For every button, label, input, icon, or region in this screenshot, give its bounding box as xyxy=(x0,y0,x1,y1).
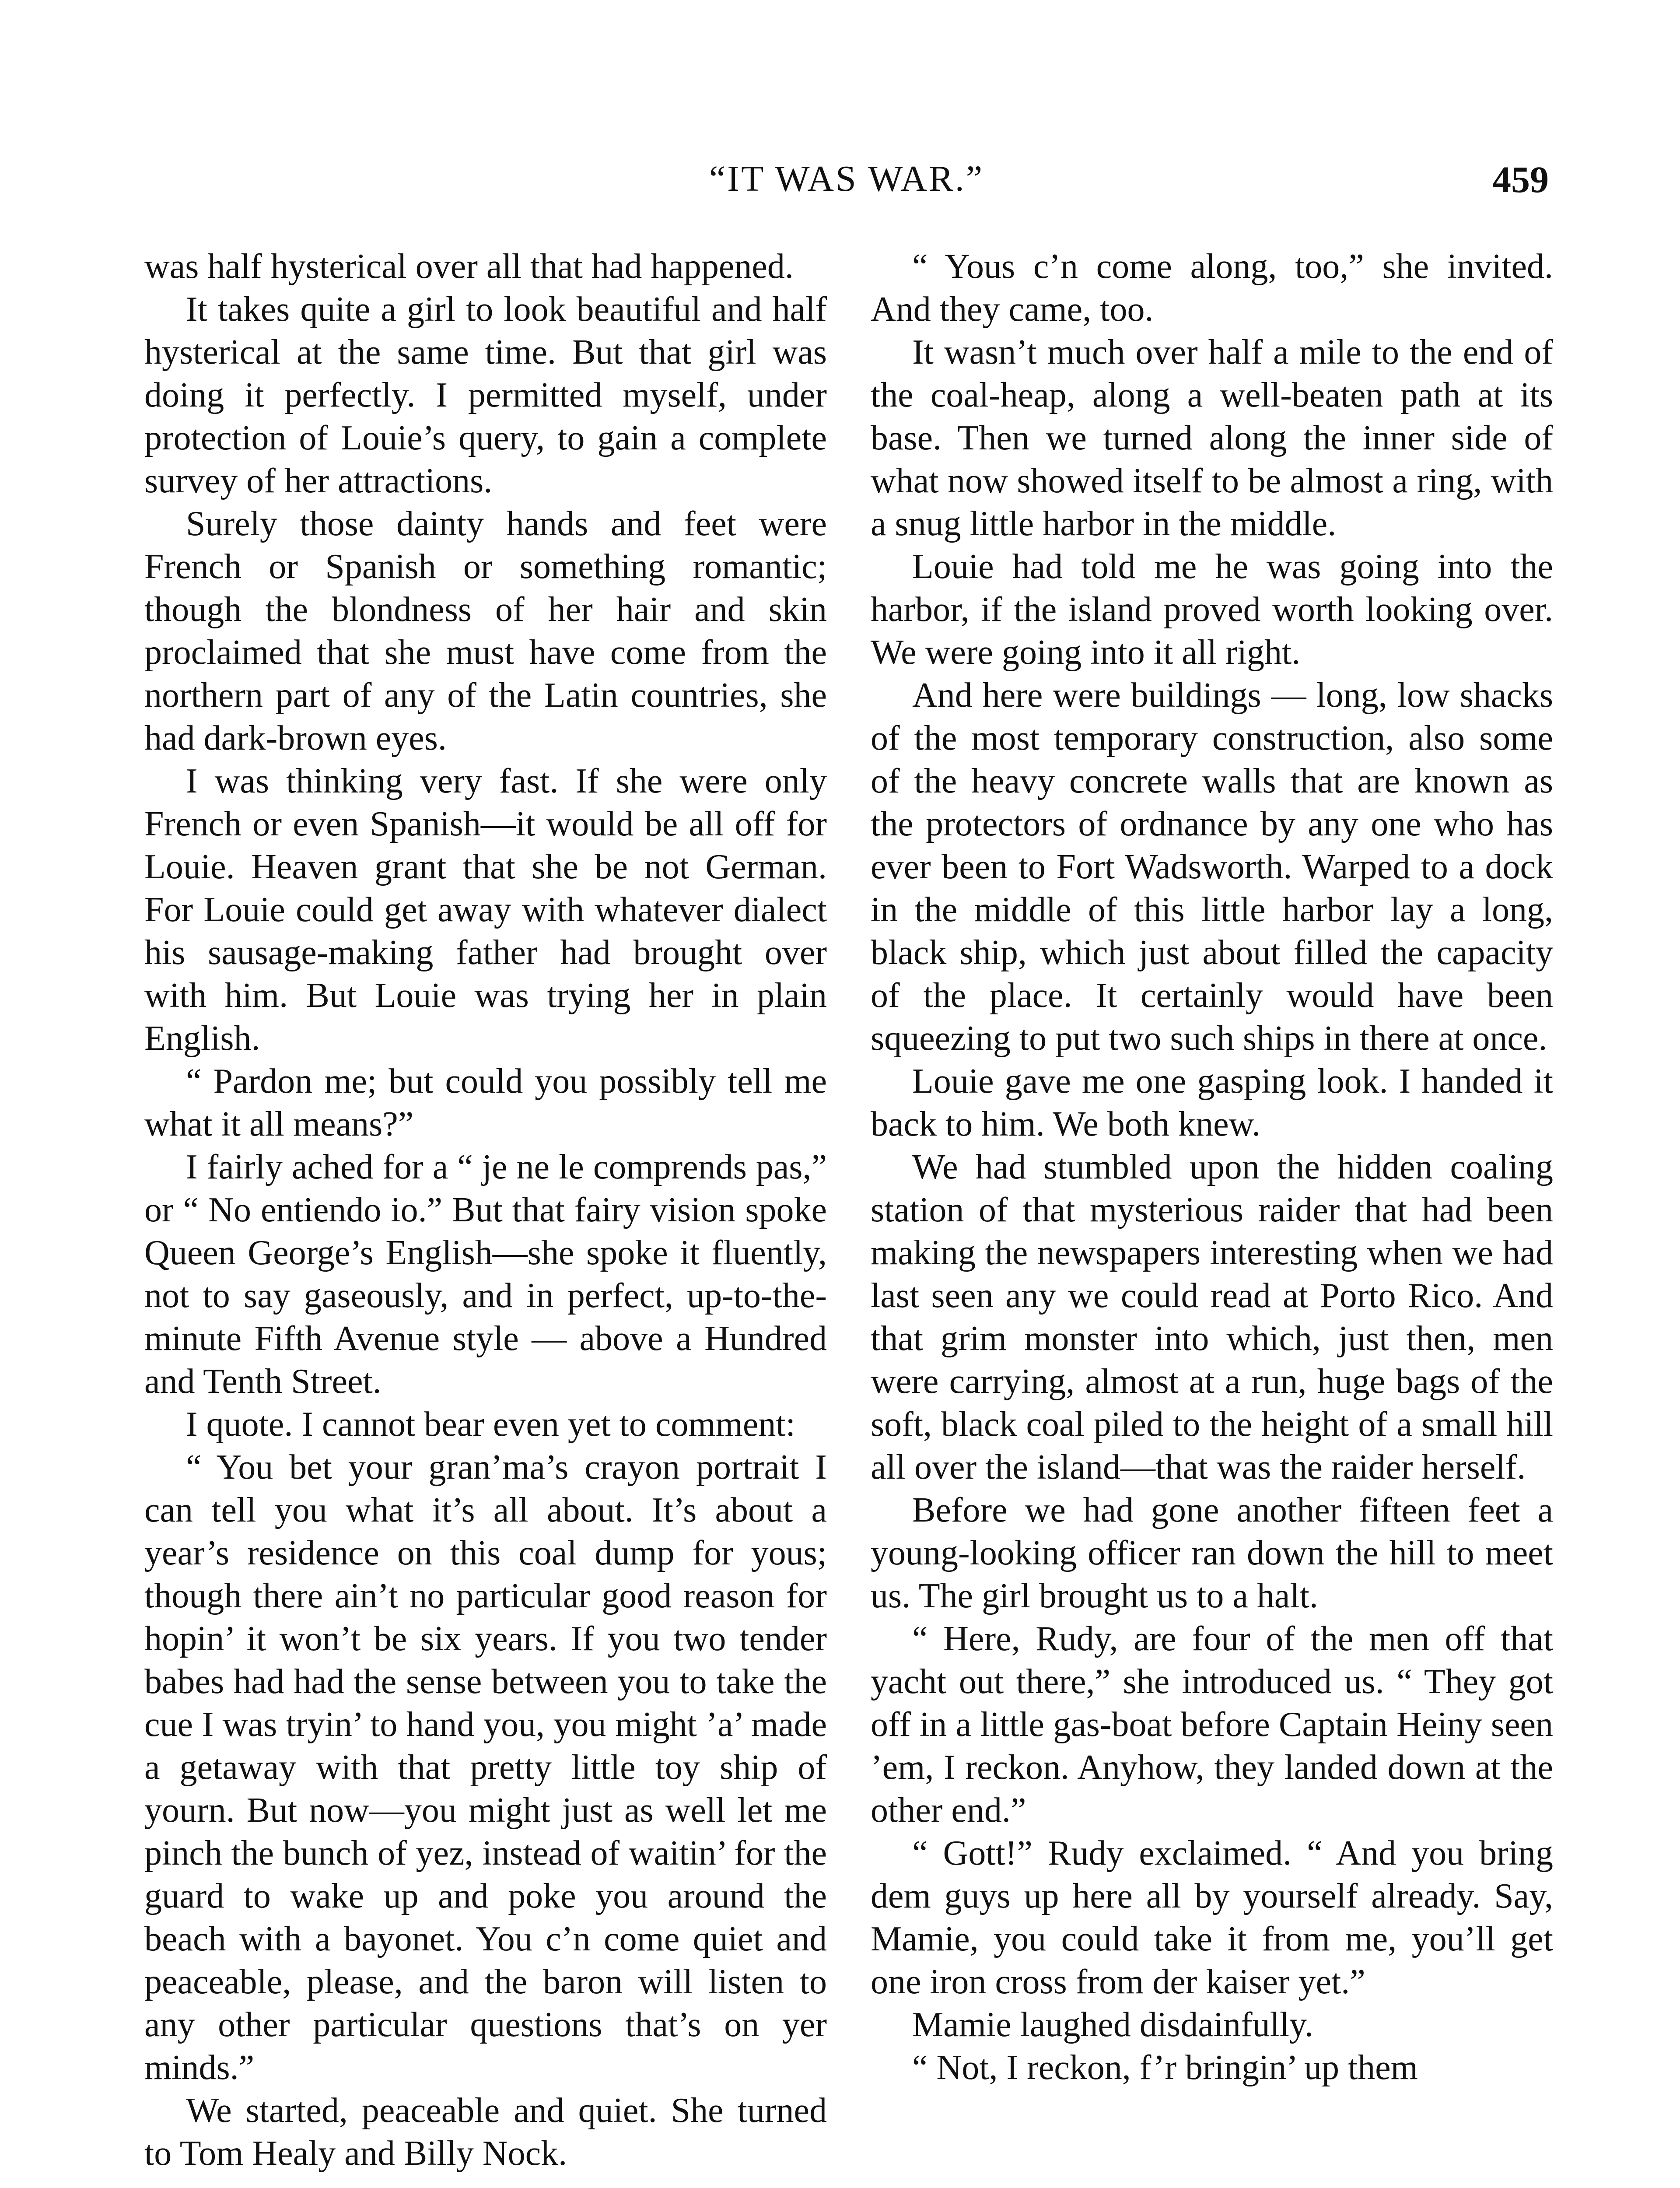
paragraph: Louie had told me he was going into the harbor, if the island proved worth looking over. We were going into it all right. xyxy=(871,547,1553,672)
right-text-column xyxy=(871,245,1553,2089)
paragraph: And here were buildings — long, low shacks of the most temporary construction, also some of the heavy concrete walls that are known as the protectors of ordnance by any one who has ever been to Fort Wadsworth. Warped to a dock in the middle of this little harbor lay a long, black ship, which just about filled the capacity of the place. It certainly would have been squeezing to put two such ships in there at once. xyxy=(871,676,1553,1058)
paragraph: “ Pardon me; but could you possibly tell me what it all means?” xyxy=(144,1062,827,1143)
paragraph: It wasn’t much over half a mile to the end of the coal-heap, along a well-beaten path at its base. Then we turned along the inner side of what now showed itself to be almost a ring, with a snug little harbor in the middle. xyxy=(871,333,1553,543)
left-text-column xyxy=(144,245,827,2175)
paragraph: was half hysterical over all that had happened. xyxy=(144,247,794,286)
running-title: “IT WAS WAR.” xyxy=(709,158,984,199)
paragraph: “ You bet your gran’ma’s crayon portrait I can tell you what it’s all about. It’s about a year’s residence on this coal dump for yous; though there ain’t no particular good reason for hopin’ it won’t be six years. If you two tender babes had had the sense between you to take the cue I was tryin’ to hand you, you might ’a’ made a getaway with that pretty little toy ship of yourn. But now—you might just as well let me pinch the bunch of yez, instead of waitin’ for the guard to wake up and poke you around the beach with a bayonet. You c’n come quiet and peaceable, please, and the baron will listen to any other particular questions that’s on yer minds.” xyxy=(144,1448,827,2087)
paragraph: We had stumbled upon the hidden coaling station of that mysterious raider that had been making the newspapers interesting when we had last seen any we could read at Porto Rico. And that grim monster into which, just then, men were carrying, almost at a run, huge bags of the soft, black coal piled to the height of a small hill all over the island—that was the raider herself. xyxy=(871,1148,1553,1487)
paragraph: Surely those dainty hands and feet were French or Spanish or something romantic; though the blondness of her hair and skin proclaimed that she must have come from the northern part of any of the Latin countries, she had dark-brown eyes. xyxy=(144,505,827,757)
paragraph: It takes quite a girl to look beautiful and half hysterical at the same time. But that girl was doing it perfectly. I permitted myself, under protection of Louie’s query, to gain a complete survey of her attractions. xyxy=(144,290,827,500)
paragraph: Before we had gone another fifteen feet a young-looking officer ran down the hill to meet us. The girl brought us to a halt. xyxy=(871,1491,1553,1615)
paragraph: “ Not, I reckon, f’r bringin’ up them xyxy=(912,2048,1418,2087)
paragraph: We started, peaceable and quiet. She turned to Tom Healy and Billy Nock. xyxy=(144,2091,827,2173)
paragraph: I fairly ached for a “ je ne le comprends pas,” or “ No entiendo io.” But that fairy vision spoke Queen George’s English—she spoke it fluently, not to say gaseously, and in perfect, up-to-the-minute Fifth Avenue style — above a Hundred and Tenth Street. xyxy=(144,1148,827,1401)
paragraph: “ Gott!” Rudy exclaimed. “ And you bring dem guys up here all by yourself already. Say, Mamie, you could take it from me, you’ll get one iron cross from der kaiser yet.” xyxy=(871,1834,1553,2001)
paragraph: “ Here, Rudy, are four of the men off that yacht out there,” she introduced us. “ They got off in a little gas-boat before Captain Heiny seen ’em, I reckon. Anyhow, they landed down at the other end.” xyxy=(871,1620,1553,1830)
paragraph: Mamie laughed disdainfully. xyxy=(912,2006,1313,2044)
page-header xyxy=(144,158,1549,210)
page-number: 459 xyxy=(1492,158,1549,200)
paragraph: “ Yous c’n come along, too,” she invited. And they came, too. xyxy=(871,247,1553,329)
paragraph: Louie gave me one gasping look. I handed it back to him. We both knew. xyxy=(871,1062,1553,1143)
paragraph: I quote. I cannot bear even yet to comment: xyxy=(186,1405,795,1444)
paragraph: I was thinking very fast. If she were only French or even Spanish—it would be all off for Louie. Heaven grant that she be not German. For Louie could get away with whatever dialect his sausage-making father had brought over with him. But Louie was trying her in plain English. xyxy=(144,762,827,1058)
